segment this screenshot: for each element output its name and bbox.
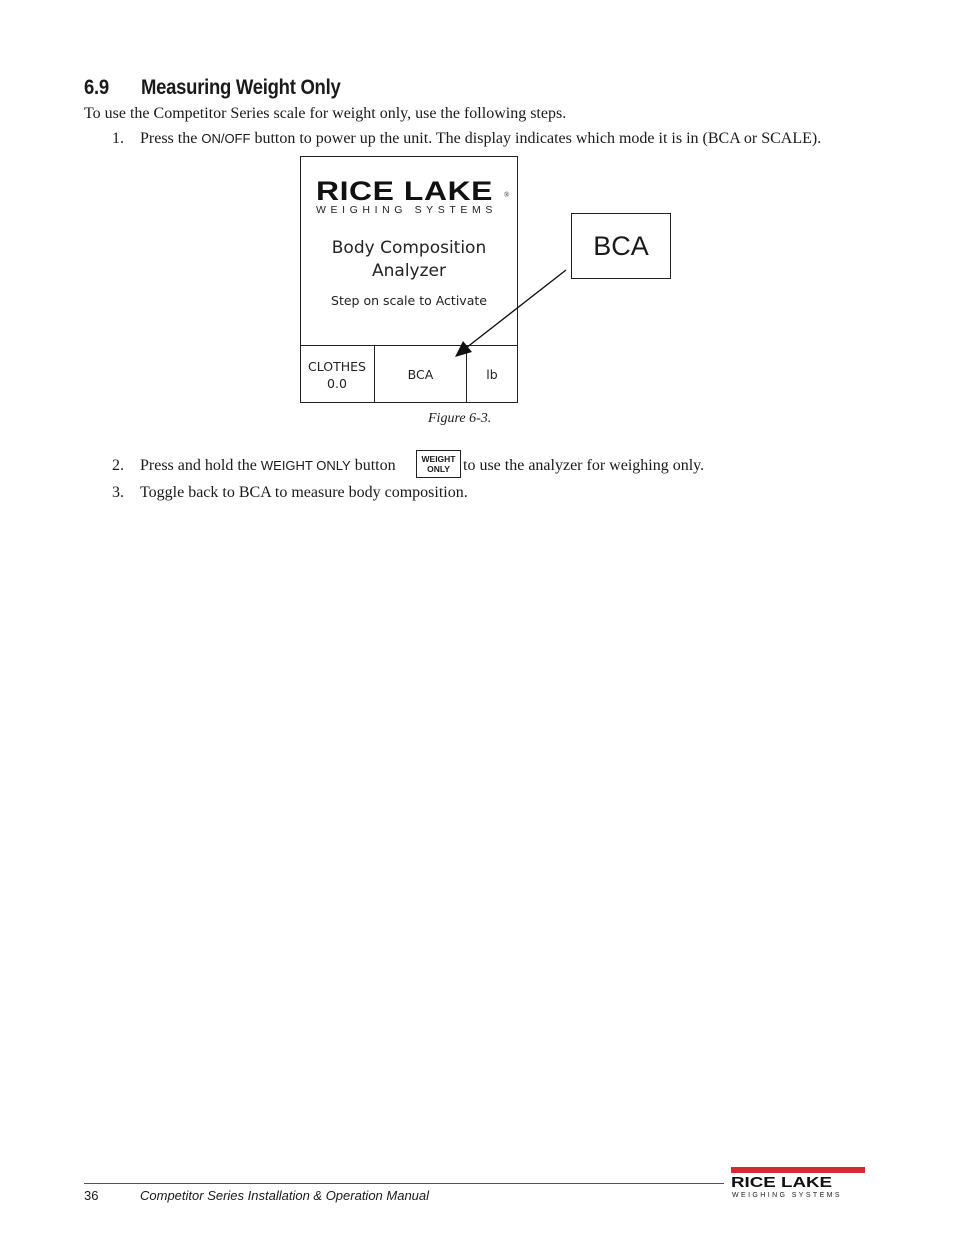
step-text-pre: Press the xyxy=(140,130,202,147)
step-text: Toggle back to BCA to measure body composition. xyxy=(140,484,468,501)
bca-callout-box: BCA xyxy=(571,213,671,279)
mode-cell: BCA xyxy=(407,367,434,382)
step-2 xyxy=(112,456,396,476)
section-number: 6.9 xyxy=(84,76,109,99)
step-number: 3. xyxy=(112,484,124,501)
registered-mark-icon: ® xyxy=(504,191,510,199)
weight-key-line2: ONLY xyxy=(427,464,450,474)
figure-caption: Figure 6-3. xyxy=(428,411,492,426)
footer-logo-wordmark: RICE LAKE xyxy=(731,1174,833,1191)
display-title-line2: Analyzer xyxy=(372,261,446,281)
footer-rule xyxy=(84,1183,724,1184)
footer-manual-title: Competitor Series Installation & Operation Manual xyxy=(140,1188,430,1203)
intro-text: To use the Competitor Series scale for weight only, use the following steps. xyxy=(84,105,567,122)
clothes-label: CLOTHES xyxy=(308,358,366,374)
display-subtitle: Step on scale to Activate xyxy=(331,293,487,308)
logo-wordmark: RICE LAKE xyxy=(316,176,494,206)
section-title: Measuring Weight Only xyxy=(141,76,341,99)
page-number: 36 xyxy=(84,1188,99,1203)
step-2-post: to use the analyzer for weighing only. xyxy=(463,457,705,474)
step-text-post: button to power up the unit. The display indicates which mode it is in (BCA or SCALE). xyxy=(250,130,822,147)
step-number: 1. xyxy=(112,130,124,147)
logo-tagline: WEIGHING SYSTEMS xyxy=(316,204,497,216)
step-number: 2. xyxy=(112,457,124,474)
weight-key-line1: WEIGHT xyxy=(421,454,456,464)
footer-logo-tagline: WEIGHING SYSTEMS xyxy=(732,1192,842,1199)
unit-cell: lb xyxy=(486,367,498,382)
step-text-mid: button xyxy=(350,457,396,474)
footer-logo-red-bar xyxy=(731,1167,865,1173)
key-label-on-off: ON/OFF xyxy=(201,131,251,146)
display-title-line1: Body Composition xyxy=(331,238,487,258)
step-3 xyxy=(112,483,468,503)
weight-only-key-icon xyxy=(416,450,461,478)
key-label-weight-only: WEIGHT ONLY xyxy=(260,458,351,473)
step-text-pre: Press and hold the xyxy=(140,457,261,474)
clothes-value: 0.0 xyxy=(327,375,347,391)
